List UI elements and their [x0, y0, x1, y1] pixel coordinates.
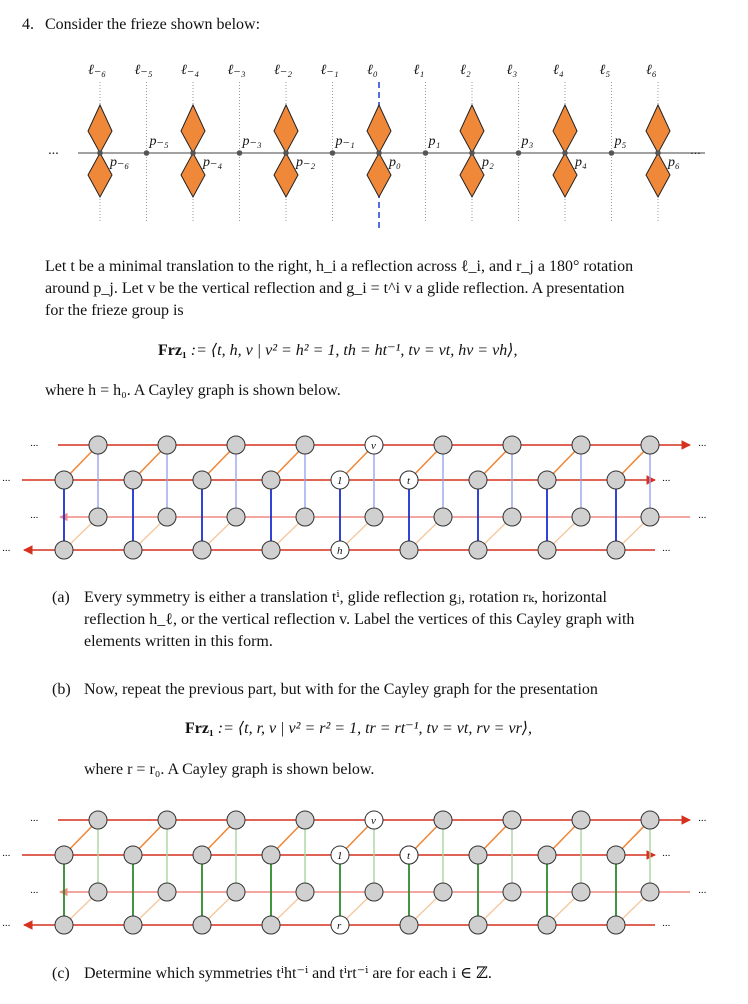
- frieze-diamond-lower: [88, 153, 112, 197]
- graph-vertex: [124, 471, 142, 489]
- problem-number: 4.: [22, 16, 34, 33]
- graph-vertex: [607, 541, 625, 559]
- graph-vertex: [296, 508, 314, 526]
- vertex-label-r: r: [337, 920, 342, 932]
- paragraph-line-2: around p_j. Let v be the vertical reflection and g_i = t^i v a glide reflection. A presentation: [45, 280, 625, 297]
- graph-vertex: [503, 436, 521, 454]
- vertex-label-identity: 1: [337, 475, 343, 487]
- graph-vertex: [538, 916, 556, 934]
- presentation-2: [185, 718, 532, 739]
- graph-vertex: [538, 846, 556, 864]
- graph-vertex: [503, 811, 521, 829]
- graph-vertex: [55, 846, 73, 864]
- graph-vertex: [262, 471, 280, 489]
- frieze-diamond-lower: [274, 153, 298, 197]
- graph-vertex: [55, 471, 73, 489]
- frieze-point: [330, 150, 336, 156]
- graph-vertex: [400, 916, 418, 934]
- ellipsis: ···: [30, 887, 39, 899]
- ellipsis: ···: [698, 512, 707, 524]
- graph-vertex: [607, 916, 625, 934]
- graph-vertex: [503, 883, 521, 901]
- graph-vertex: [89, 508, 107, 526]
- paragraph-line-1: Let t be a minimal translation to the right, h_i a reflection across ℓ_i, and r_j a 180° rotation: [45, 258, 634, 275]
- frieze-point-label: p₀: [389, 155, 401, 170]
- graph-vertex: [124, 916, 142, 934]
- graph-vertex: [296, 883, 314, 901]
- frieze-point: [283, 150, 289, 156]
- frieze-point: [144, 150, 150, 156]
- graph-vertex: [193, 916, 211, 934]
- graph-vertex: [262, 916, 280, 934]
- frieze-diamond-upper: [181, 105, 205, 153]
- cayley-graph-1: [0, 425, 748, 565]
- frieze-point-label: p₅: [614, 134, 627, 149]
- frieze-point: [469, 150, 475, 156]
- frieze-point: [97, 150, 103, 156]
- graph-vertex: [572, 883, 590, 901]
- presentation-2-body: := ⟨t, r, v | v² = r² = 1, tr = rt⁻¹, tv = vt, rv = vr⟩,: [217, 720, 533, 737]
- graph-vertex: [503, 508, 521, 526]
- graph-vertex: [262, 846, 280, 864]
- graph-vertex: [193, 471, 211, 489]
- part-a-line-3: elements written in this form.: [84, 633, 273, 650]
- graph-vertex: [641, 811, 659, 829]
- frieze-diamond-upper: [367, 105, 391, 153]
- ellipsis: ···: [30, 512, 39, 524]
- ellipsis: ···: [662, 850, 671, 862]
- frieze-point: [237, 150, 243, 156]
- frieze-point: [376, 150, 382, 156]
- frieze-diamond-lower: [367, 153, 391, 197]
- graph-vertex: [572, 508, 590, 526]
- graph-vertex: [607, 846, 625, 864]
- graph-vertex: [469, 916, 487, 934]
- where-2: where r = r₀. A Cayley graph is shown below.: [84, 761, 375, 778]
- cayley-graph-2: [0, 800, 748, 940]
- frieze-diamond-lower: [553, 153, 577, 197]
- vertex-label-t: t: [407, 850, 411, 862]
- ellipsis: ···: [2, 850, 11, 862]
- frieze-point: [423, 150, 429, 156]
- graph-vertex: [572, 436, 590, 454]
- vertex-label-h: h: [337, 545, 343, 557]
- frieze-point: [562, 150, 568, 156]
- graph-vertex: [538, 471, 556, 489]
- graph-vertex: [227, 811, 245, 829]
- frieze-axis-label: ℓ₅: [599, 63, 611, 78]
- ellipsis: ···: [2, 545, 11, 557]
- frieze-point-label: p₋₁: [335, 134, 355, 149]
- part-a-line-1: Every symmetry is either a translation tⁱ, glide reflection gⱼ, rotation rₖ, horizontal: [84, 589, 607, 606]
- graph-vertex: [469, 471, 487, 489]
- frieze-diamond-upper: [553, 105, 577, 153]
- frieze-diamond-lower: [460, 153, 484, 197]
- frieze-figure: [0, 0, 748, 240]
- ellipsis: ···: [698, 815, 707, 827]
- graph-vertex: [400, 541, 418, 559]
- frieze-point-label: p₋₄: [203, 155, 223, 170]
- part-a-label: (a): [52, 589, 70, 606]
- frieze-point-label: p₋₅: [149, 134, 169, 149]
- presentation-1: [158, 340, 517, 361]
- ellipsis: ···: [698, 440, 707, 452]
- graph-vertex: [469, 846, 487, 864]
- frieze-ellipsis-right: ···: [690, 147, 701, 162]
- part-b-label: (b): [52, 681, 71, 698]
- graph-vertex: [296, 436, 314, 454]
- graph-vertex: [538, 541, 556, 559]
- graph-vertex: [365, 883, 383, 901]
- frieze-axis-label: ℓ₁: [413, 63, 425, 78]
- graph-vertex: [227, 508, 245, 526]
- frieze-point: [516, 150, 522, 156]
- vertex-label-v: v: [371, 815, 376, 827]
- graph-vertex: [89, 436, 107, 454]
- frieze-axis-label: ℓ₋₆: [88, 63, 107, 78]
- frieze-point-label: p₃: [521, 134, 534, 149]
- part-a-line-2: reflection h_ℓ, or the vertical reflection v. Label the vertices of this Cayley graph with: [84, 611, 635, 628]
- frieze-diamond-upper: [88, 105, 112, 153]
- graph-vertex: [158, 508, 176, 526]
- frieze-axis-label: ℓ₋₂: [274, 63, 293, 78]
- graph-vertex: [641, 508, 659, 526]
- ellipsis: ···: [30, 440, 39, 452]
- graph-vertex: [641, 883, 659, 901]
- frieze-axis-label: ℓ₂: [460, 63, 471, 78]
- graph-vertex: [124, 846, 142, 864]
- ellipsis: ···: [2, 920, 11, 932]
- frieze-point-label: p₆: [668, 155, 680, 170]
- ellipsis: ···: [662, 920, 671, 932]
- presentation-1-name: Frz₁: [158, 342, 187, 359]
- frieze-point-label: p₁: [428, 134, 441, 149]
- frieze-diamond-upper: [460, 105, 484, 153]
- vertex-label-identity: 1: [337, 850, 343, 862]
- graph-vertex: [158, 436, 176, 454]
- graph-vertex: [434, 883, 452, 901]
- frieze-ellipsis-left: ···: [48, 147, 59, 162]
- graph-vertex: [296, 811, 314, 829]
- graph-vertex: [469, 541, 487, 559]
- part-c-label: (c): [52, 965, 70, 982]
- graph-vertex: [262, 541, 280, 559]
- vertex-label-t: t: [407, 475, 411, 487]
- problem-intro: Consider the frieze shown below:: [45, 16, 261, 33]
- frieze-diamond-upper: [274, 105, 298, 153]
- ellipsis: ···: [662, 475, 671, 487]
- frieze-axis-label: ℓ₋₄: [181, 63, 200, 78]
- graph-vertex: [158, 883, 176, 901]
- graph-vertex: [89, 883, 107, 901]
- graph-vertex: [227, 883, 245, 901]
- graph-vertex: [124, 541, 142, 559]
- graph-vertex: [55, 916, 73, 934]
- frieze-diamond-lower: [646, 153, 670, 197]
- graph-vertex: [365, 508, 383, 526]
- frieze-axis-label: ℓ₃: [506, 63, 518, 78]
- graph-vertex: [227, 436, 245, 454]
- graph-vertex: [434, 508, 452, 526]
- ellipsis: ···: [30, 815, 39, 827]
- graph-vertex: [641, 436, 659, 454]
- vertex-label-v: v: [371, 440, 376, 452]
- graph-vertex: [193, 541, 211, 559]
- frieze-point-label: p₋₆: [110, 155, 130, 170]
- graph-vertex: [89, 811, 107, 829]
- frieze-axis-label: ℓ₋₅: [134, 63, 153, 78]
- presentation-1-body: := ⟨t, h, v | v² = h² = 1, th = ht⁻¹, tv = vt, hv = vh⟩,: [190, 342, 518, 359]
- frieze-diamond-lower: [181, 153, 205, 197]
- part-b-line-1: Now, repeat the previous part, but with for the Cayley graph for the presentation: [84, 681, 598, 698]
- frieze-point: [190, 150, 196, 156]
- frieze-point: [609, 150, 615, 156]
- graph-vertex: [158, 811, 176, 829]
- graph-vertex: [434, 436, 452, 454]
- graph-vertex: [572, 811, 590, 829]
- frieze-point-label: p₋₂: [296, 155, 316, 170]
- frieze-point: [655, 150, 661, 156]
- graph-vertex: [193, 846, 211, 864]
- frieze-axis-label: ℓ₋₁: [320, 63, 339, 78]
- ellipsis: ···: [2, 475, 11, 487]
- frieze-point-label: p₂: [482, 155, 494, 170]
- presentation-2-name: Frz₁: [185, 720, 214, 737]
- frieze-point-label: p₋₃: [242, 134, 262, 149]
- where-1: where h = h₀. A Cayley graph is shown below.: [45, 382, 341, 399]
- graph-vertex: [607, 471, 625, 489]
- ellipsis: ···: [662, 545, 671, 557]
- graph-vertex: [434, 811, 452, 829]
- graph-vertex: [55, 541, 73, 559]
- frieze-axis-label: ℓ₄: [553, 63, 564, 78]
- part-c-text: Determine which symmetries tⁱht⁻ⁱ and tⁱrt⁻ⁱ are for each i ∈ ℤ.: [84, 965, 492, 982]
- frieze-diamond-upper: [646, 105, 670, 153]
- frieze-axis-label: ℓ₆: [646, 63, 657, 78]
- paragraph-line-3: for the frieze group is: [45, 302, 184, 319]
- ellipsis: ···: [698, 887, 707, 899]
- frieze-axis-label: ℓ₀: [367, 63, 378, 78]
- frieze-axis-label: ℓ₋₃: [227, 63, 246, 78]
- frieze-point-label: p₄: [575, 155, 587, 170]
